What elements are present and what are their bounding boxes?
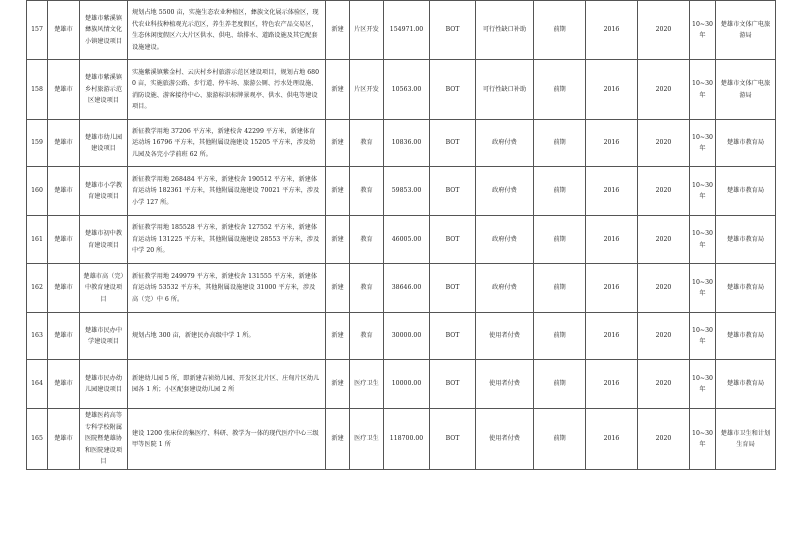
project-stage: 前期 — [534, 167, 586, 216]
construction-content: 新征教学用地 185528 平方米，新建校舍 127552 平方米，新建体育运动场 131225 平方米，其他附属设施建设 28553 平方米，涉及中学 20 所。 — [128, 216, 326, 264]
table-row — [27, 167, 776, 216]
construction-content: 新建幼儿园 5 所，即新建吉祯幼儿园、开发区北片区、庄甸片区幼儿园各 1 所；小区配套建设幼儿园 2 所 — [128, 360, 326, 409]
row-number: 164 — [27, 360, 48, 409]
responsible-department: 楚雄市教育局 — [716, 313, 776, 360]
industry-field: 片区开发 — [350, 1, 384, 60]
end-year: 2020 — [638, 313, 690, 360]
project-name: 楚雄市民办中学建设项目 — [80, 313, 128, 360]
construction-type: 新建 — [326, 216, 350, 264]
construction-type: 新建 — [326, 360, 350, 409]
operation-mode: BOT — [430, 360, 476, 409]
cooperation-period: 10~30年 — [690, 264, 716, 313]
return-mechanism: 使用者付费 — [476, 360, 534, 409]
construction-content: 规划占地 5500 亩，实施生态农业种植区，彝族文化展示体验区，现代农业科技种植观光示范区，养生养老度假区，特色农产品交易区，生态休闲度假区六大片区供水、供电、给排水、道路设施及其它配套设施建设。 — [128, 1, 326, 60]
start-year: 2016 — [586, 60, 638, 120]
construction-content: 新征教学用地 268484 平方米，新建校舍 190512 平方米，新建体育运动场 182361 平方米，其他附属设施建设 70021 平方米，涉及小学 127 所。 — [128, 167, 326, 216]
construction-content: 新征教学用地 37206 平方米，新建校舍 42299 平方米，新建体育运动场 16796 平方米，其他附属设施建设 15205 平方米，涉及幼儿园及各完小学前班 62 所。 — [128, 120, 326, 167]
operation-mode: BOT — [430, 167, 476, 216]
start-year: 2016 — [586, 120, 638, 167]
industry-field: 教育 — [350, 264, 384, 313]
cooperation-period: 10~30年 — [690, 216, 716, 264]
cooperation-period: 10~30年 — [690, 409, 716, 470]
city-cell: 楚雄市 — [48, 216, 80, 264]
row-number: 161 — [27, 216, 48, 264]
industry-field: 教育 — [350, 216, 384, 264]
project-name: 楚雄市紫溪镇乡村旅游示范区建设项目 — [80, 60, 128, 120]
start-year: 2016 — [586, 409, 638, 470]
project-stage: 前期 — [534, 1, 586, 60]
row-number: 163 — [27, 313, 48, 360]
construction-type: 新建 — [326, 60, 350, 120]
row-number: 162 — [27, 264, 48, 313]
construction-content: 规划占地 300 亩，新建民办高级中学 1 所。 — [128, 313, 326, 360]
table-row — [27, 409, 776, 470]
row-number: 158 — [27, 60, 48, 120]
project-name: 楚雄市民办幼儿园建设项目 — [80, 360, 128, 409]
return-mechanism: 政府付费 — [476, 216, 534, 264]
project-name: 楚雄医药高等专科学校附属医院暨楚雄协和医院建设项目 — [80, 409, 128, 470]
city-cell: 楚雄市 — [48, 313, 80, 360]
end-year: 2020 — [638, 60, 690, 120]
city-cell: 楚雄市 — [48, 60, 80, 120]
construction-type: 新建 — [326, 1, 350, 60]
construction-type: 新建 — [326, 120, 350, 167]
responsible-department: 楚雄市教育局 — [716, 167, 776, 216]
return-mechanism: 政府付费 — [476, 120, 534, 167]
project-stage: 前期 — [534, 313, 586, 360]
investment-amount: 38646.00 — [384, 264, 430, 313]
row-number: 160 — [27, 167, 48, 216]
table-body — [27, 1, 776, 470]
city-cell: 楚雄市 — [48, 360, 80, 409]
project-name: 楚雄市初中教育建设项目 — [80, 216, 128, 264]
start-year: 2016 — [586, 167, 638, 216]
industry-field: 医疗卫生 — [350, 409, 384, 470]
investment-amount: 59853.00 — [384, 167, 430, 216]
industry-field: 教育 — [350, 120, 384, 167]
cooperation-period: 10~30年 — [690, 360, 716, 409]
responsible-department: 楚雄市教育局 — [716, 120, 776, 167]
project-table — [26, 0, 776, 470]
industry-field: 教育 — [350, 167, 384, 216]
table-row — [27, 1, 776, 60]
operation-mode: BOT — [430, 409, 476, 470]
city-cell: 楚雄市 — [48, 120, 80, 167]
end-year: 2020 — [638, 167, 690, 216]
operation-mode: BOT — [430, 264, 476, 313]
responsible-department: 楚雄市教育局 — [716, 216, 776, 264]
operation-mode: BOT — [430, 1, 476, 60]
end-year: 2020 — [638, 360, 690, 409]
project-stage: 前期 — [534, 360, 586, 409]
table-row — [27, 216, 776, 264]
project-name: 楚雄市小学教育建设项目 — [80, 167, 128, 216]
row-number: 157 — [27, 1, 48, 60]
industry-field: 片区开发 — [350, 60, 384, 120]
investment-amount: 10000.00 — [384, 360, 430, 409]
project-name: 楚雄市幼儿园建设项目 — [80, 120, 128, 167]
cooperation-period: 10~30年 — [690, 167, 716, 216]
construction-type: 新建 — [326, 167, 350, 216]
project-stage: 前期 — [534, 264, 586, 313]
start-year: 2016 — [586, 1, 638, 60]
construction-type: 新建 — [326, 313, 350, 360]
return-mechanism: 政府付费 — [476, 264, 534, 313]
city-cell: 楚雄市 — [48, 1, 80, 60]
construction-type: 新建 — [326, 264, 350, 313]
investment-amount: 10563.00 — [384, 60, 430, 120]
return-mechanism: 可行性缺口补助 — [476, 60, 534, 120]
project-stage: 前期 — [534, 60, 586, 120]
end-year: 2020 — [638, 216, 690, 264]
return-mechanism: 政府付费 — [476, 167, 534, 216]
row-number: 159 — [27, 120, 48, 167]
cooperation-period: 10~30年 — [690, 60, 716, 120]
end-year: 2020 — [638, 120, 690, 167]
table-row — [27, 360, 776, 409]
responsible-department: 楚雄市卫生和计划生育局 — [716, 409, 776, 470]
cooperation-period: 10~30年 — [690, 313, 716, 360]
responsible-department: 楚雄市教育局 — [716, 360, 776, 409]
end-year: 2020 — [638, 264, 690, 313]
start-year: 2016 — [586, 313, 638, 360]
cooperation-period: 10~30年 — [690, 120, 716, 167]
industry-field: 医疗卫生 — [350, 360, 384, 409]
start-year: 2016 — [586, 216, 638, 264]
investment-amount: 46005.00 — [384, 216, 430, 264]
cooperation-period: 10~30年 — [690, 1, 716, 60]
return-mechanism: 使用者付费 — [476, 409, 534, 470]
construction-content: 新征教学用地 249979 平方米，新建校舍 131555 平方米，新建体育运动场 53532 平方米，其他附属设施建设 31000 平方米，涉及高（完）中 6 所。 — [128, 264, 326, 313]
investment-amount: 30000.00 — [384, 313, 430, 360]
city-cell: 楚雄市 — [48, 409, 80, 470]
responsible-department: 楚雄市文体广电旅游局 — [716, 1, 776, 60]
city-cell: 楚雄市 — [48, 167, 80, 216]
table-row — [27, 60, 776, 120]
table-row — [27, 264, 776, 313]
table-row — [27, 120, 776, 167]
construction-type: 新建 — [326, 409, 350, 470]
investment-amount: 10836.00 — [384, 120, 430, 167]
construction-content: 实施紫溪镇紫金村、云庆村乡村旅游示范区建设项目，规划占地 6800 亩，实施旅游公路、步行道、停车场、旅游公厕、污水处理设施、消防设施、游客接待中心、旅游标识标牌景观亭、供水、供电等建设项目。 — [128, 60, 326, 120]
city-cell: 楚雄市 — [48, 264, 80, 313]
responsible-department: 楚雄市文体广电旅游局 — [716, 60, 776, 120]
end-year: 2020 — [638, 409, 690, 470]
return-mechanism: 可行性缺口补助 — [476, 1, 534, 60]
project-name: 楚雄市紫溪镇彝族风情文化小镇建设项目 — [80, 1, 128, 60]
row-number: 165 — [27, 409, 48, 470]
project-stage: 前期 — [534, 409, 586, 470]
investment-amount: 154971.00 — [384, 1, 430, 60]
project-name: 楚雄市高（完）中教育建设项目 — [80, 264, 128, 313]
operation-mode: BOT — [430, 120, 476, 167]
start-year: 2016 — [586, 264, 638, 313]
operation-mode: BOT — [430, 60, 476, 120]
industry-field: 教育 — [350, 313, 384, 360]
operation-mode: BOT — [430, 216, 476, 264]
end-year: 2020 — [638, 1, 690, 60]
table-row — [27, 313, 776, 360]
operation-mode: BOT — [430, 313, 476, 360]
responsible-department: 楚雄市教育局 — [716, 264, 776, 313]
investment-amount: 118700.00 — [384, 409, 430, 470]
construction-content: 建设 1200 张床位的集医疗、科研、教学为一体的现代医疗中心三级甲等医院 1 所 — [128, 409, 326, 470]
project-stage: 前期 — [534, 120, 586, 167]
return-mechanism: 使用者付费 — [476, 313, 534, 360]
start-year: 2016 — [586, 360, 638, 409]
project-stage: 前期 — [534, 216, 586, 264]
